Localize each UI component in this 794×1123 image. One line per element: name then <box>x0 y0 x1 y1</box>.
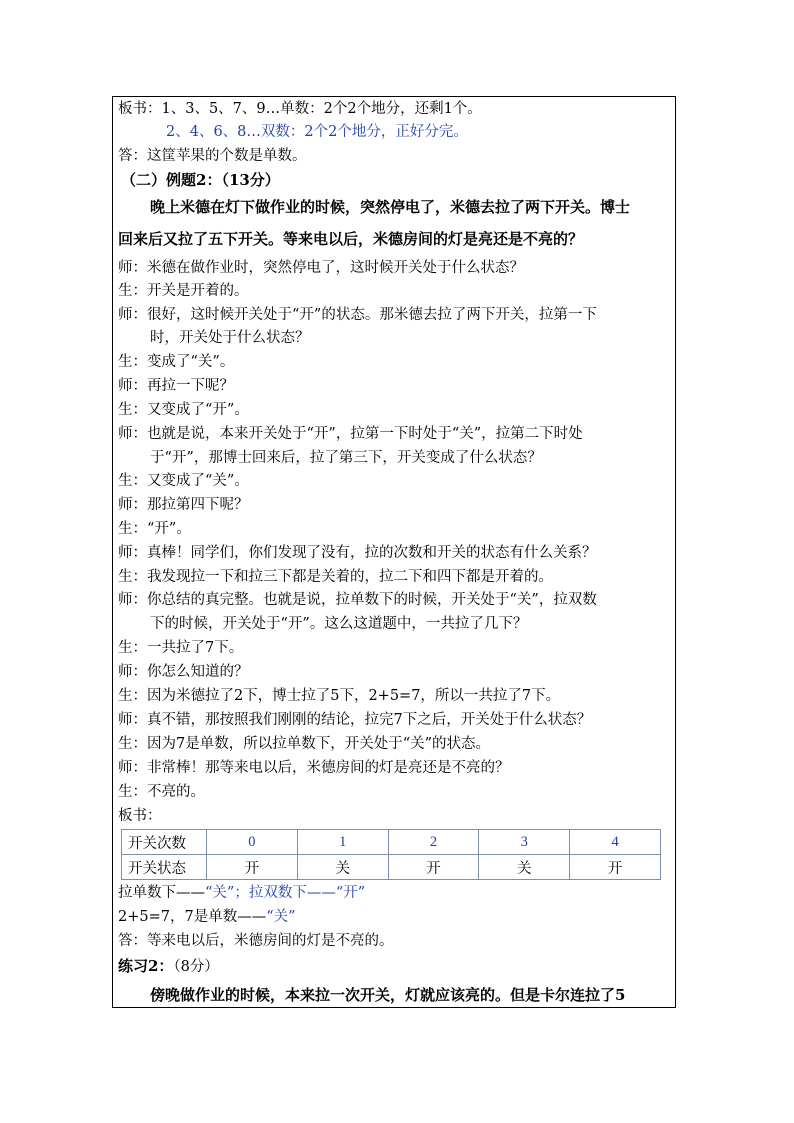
table-cell: 关 <box>479 855 570 880</box>
answer-line-1: 答：这筐苹果的个数是单数。 <box>118 148 307 164</box>
table-cell: 1 <box>297 830 388 855</box>
rule-even-open: “开” <box>335 885 366 901</box>
rule-line <box>118 883 365 903</box>
dialogue-line: 生：因为米德拉了2下，博士拉了5下，2+5=7，所以一共拉了7下。 <box>118 688 561 704</box>
dialogue-line: 生：不亮的。 <box>118 784 205 800</box>
switch-state-table <box>121 829 661 880</box>
dialogue-line: 师：真不错，那按照我们刚刚的结论，拉完7下之后，开关处于什么状态？ <box>118 712 592 728</box>
table-cell: 3 <box>479 830 570 855</box>
dialogue-line: 生：又变成了“开”。 <box>118 402 249 418</box>
problem-line-1: 晚上米德在灯下做作业的时候，突然停电了，米德去拉了两下开关。博士 <box>150 198 631 216</box>
dialogue-line: 生：一共拉了7下。 <box>118 640 244 656</box>
sum-line <box>118 907 296 927</box>
dialogue-line: 师：你怎么知道的？ <box>118 664 249 680</box>
sum-text: 2+5=7，7是单数—— <box>118 909 267 925</box>
table-cell: 开 <box>388 855 479 880</box>
final-answer: 答：等来电以后，米德房间的灯是不亮的。 <box>118 933 394 949</box>
board-label: 板书： <box>118 808 162 824</box>
dialogue-line: 生：变成了“关”。 <box>118 354 235 370</box>
problem-line-2: 回来后又拉了五下开关。等来电以后，米德房间的灯是亮还是不亮的？ <box>118 230 584 248</box>
table-cell: 关 <box>297 855 388 880</box>
rule-odd-close: “关”；拉双数下—— <box>205 885 336 901</box>
dialogue-line-cont: 下的时候，开关处于“开”。这么这道题中，一共拉了几下？ <box>150 616 528 632</box>
table-cell: 开 <box>570 855 661 880</box>
dialogue-line: 生：因为7是单数，所以拉单数下，开关处于“关”的状态。 <box>118 736 491 752</box>
dialogue-line: 生：“开”。 <box>118 521 191 537</box>
table-row-count <box>122 830 661 855</box>
dialogue-line: 生：开关是开着的。 <box>118 283 249 299</box>
board-odd-line: 板书：1、3、5、7、9…单数：2个2个地分，还剩1个。 <box>118 101 482 117</box>
dialogue-line: 师：很好，这时候开关处于“开”的状态。那米德去拉了两下开关，拉第一下 <box>118 307 597 323</box>
dialogue-line: 生：我发现拉一下和拉三下都是关着的，拉二下和四下都是开着的。 <box>118 569 553 585</box>
exercise-title: 练习2： <box>118 957 174 975</box>
table-cell: 2 <box>388 830 479 855</box>
dialogue-line-cont: 时，开关处于什么状态？ <box>150 330 310 346</box>
sum-result: “关” <box>266 909 296 925</box>
dialogue-line: 师：非常棒！那等来电以后，米德房间的灯是亮还是不亮的？ <box>118 760 510 776</box>
table-cell: 开 <box>207 855 298 880</box>
table-row-state <box>122 855 661 880</box>
board-even-line: 2、4、6、8…双数：2个2个地分，正好分完。 <box>166 124 468 140</box>
exercise-2-heading <box>118 956 219 977</box>
exercise-score: （8分） <box>173 959 219 975</box>
rule-odd-label: 拉单数下—— <box>118 885 205 901</box>
dialogue-line: 师：那拉第四下呢？ <box>118 497 249 513</box>
table-cell: 4 <box>570 830 661 855</box>
dialogue-line: 师：你总结的真完整。也就是说，拉单数下的时候，开关处于“关”，拉双数 <box>118 592 597 608</box>
dialogue-line-cont: 于“开”，那博士回来后，拉了第三下，开关变成了什么状态？ <box>150 450 542 466</box>
dialogue-line: 生：又变成了“关”。 <box>118 473 249 489</box>
example-2-heading: （二）例题2：（13分） <box>121 171 280 189</box>
table-row-label: 开关次数 <box>122 830 207 855</box>
dialogue-line: 师：也就是说，本来开关处于“开”，拉第一下时处于“关”，拉第二下时处 <box>118 426 583 442</box>
exercise-2-text: 傍晚做作业的时候，本来拉一次开关，灯就应该亮的。但是卡尔连拉了5 <box>150 986 626 1004</box>
dialogue-line: 师：再拉一下呢？ <box>118 378 234 394</box>
dialogue-line: 师：真棒！同学们，你们发现了没有，拉的次数和开关的状态有什么关系？ <box>118 545 597 561</box>
dialogue-line: 师：米德在做作业时，突然停电了，这时候开关处于什么状态？ <box>118 260 524 276</box>
table-row-label: 开关状态 <box>122 855 207 880</box>
table-cell: 0 <box>207 830 298 855</box>
